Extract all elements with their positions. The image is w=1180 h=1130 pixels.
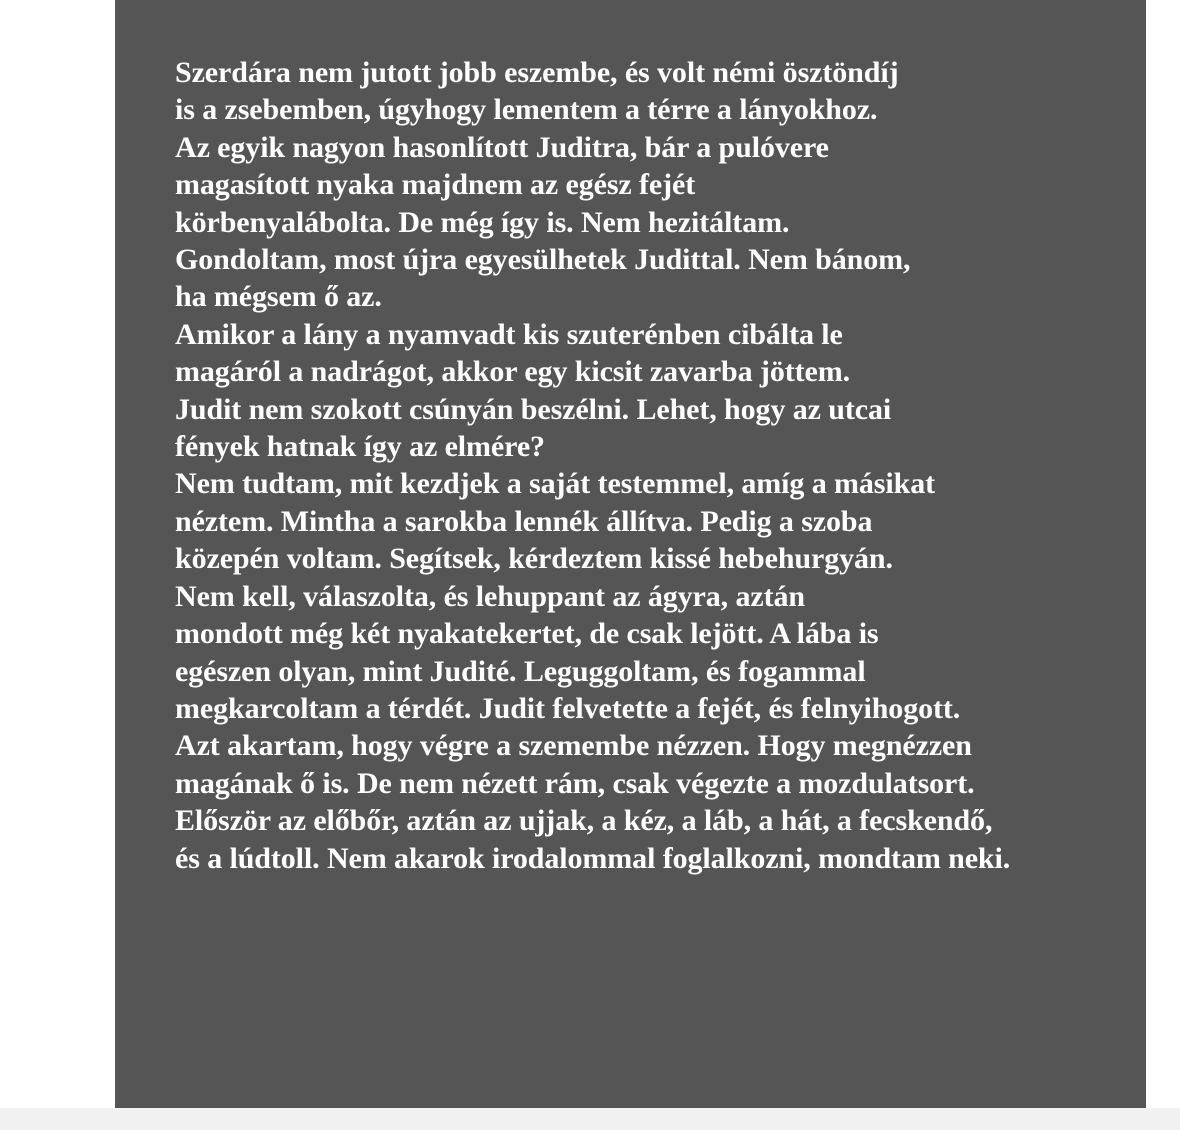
text-line: Nem tudtam, mit kezdjek a saját testemmel, amíg a másikat [175, 467, 935, 501]
text-line: magáról a nadrágot, akkor egy kicsit zavarba jöttem. [175, 355, 851, 389]
text-line: fények hatnak így az elmére? [175, 430, 545, 464]
text-line: Judit nem szokott csúnyán beszélni. Lehet, hogy az utcai [175, 392, 892, 426]
poem-text [175, 54, 1010, 877]
text-line: Gondoltam, most újra egyesülhetek Judittal. Nem bánom, [175, 243, 911, 277]
text-line: mondott még két nyakatekertet, de csak lejött. A lába is [175, 617, 879, 651]
text-line: Szerdára nem jutott jobb eszembe, és volt némi ösztöndíj [175, 56, 899, 89]
text-line: Nem kell, válaszolta, és lehuppant az ágyra, aztán [175, 579, 805, 613]
text-line: körbenyalábolta. De még így is. Nem hezitáltam. [175, 205, 790, 239]
text-line: megkarcoltam a térdét. Judit felvetette a fejét, és felnyihogott. [175, 691, 961, 725]
text-line: is a zsebemben, úgyhogy lementem a térre a lányokhoz. [175, 93, 878, 127]
text-line: magasított nyaka majdnem az egész fejét [175, 168, 696, 202]
text-line: egészen olyan, mint Judité. Leguggoltam, és fogammal [175, 654, 866, 688]
text-line: ha mégsem ő az. [175, 280, 382, 314]
text-line: Először az előbőr, aztán az ujjak, a kéz, a láb, a hát, a fecskendő, [175, 804, 993, 838]
text-line: és a lúdtoll. Nem akarok irodalommal foglalkozni, mondtam neki. [175, 841, 1011, 875]
bottom-strip [0, 1108, 1180, 1130]
text-line: magának ő is. De nem nézett rám, csak végezte a mozdulatsort. [175, 766, 975, 800]
text-line: Amikor a lány a nyamvadt kis szuterénben cibálta le [175, 317, 843, 351]
text-line: közepén voltam. Segítsek, kérdeztem kissé hebehurgyán. [175, 542, 893, 576]
text-line: Az egyik nagyon hasonlított Juditra, bár a pulóvere [175, 130, 829, 164]
text-line: néztem. Mintha a sarokba lennék állítva. Pedig a szoba [175, 504, 873, 538]
text-line: Azt akartam, hogy végre a szemembe nézzen. Hogy megnézzen [175, 729, 972, 763]
text-panel [115, 0, 1146, 1108]
